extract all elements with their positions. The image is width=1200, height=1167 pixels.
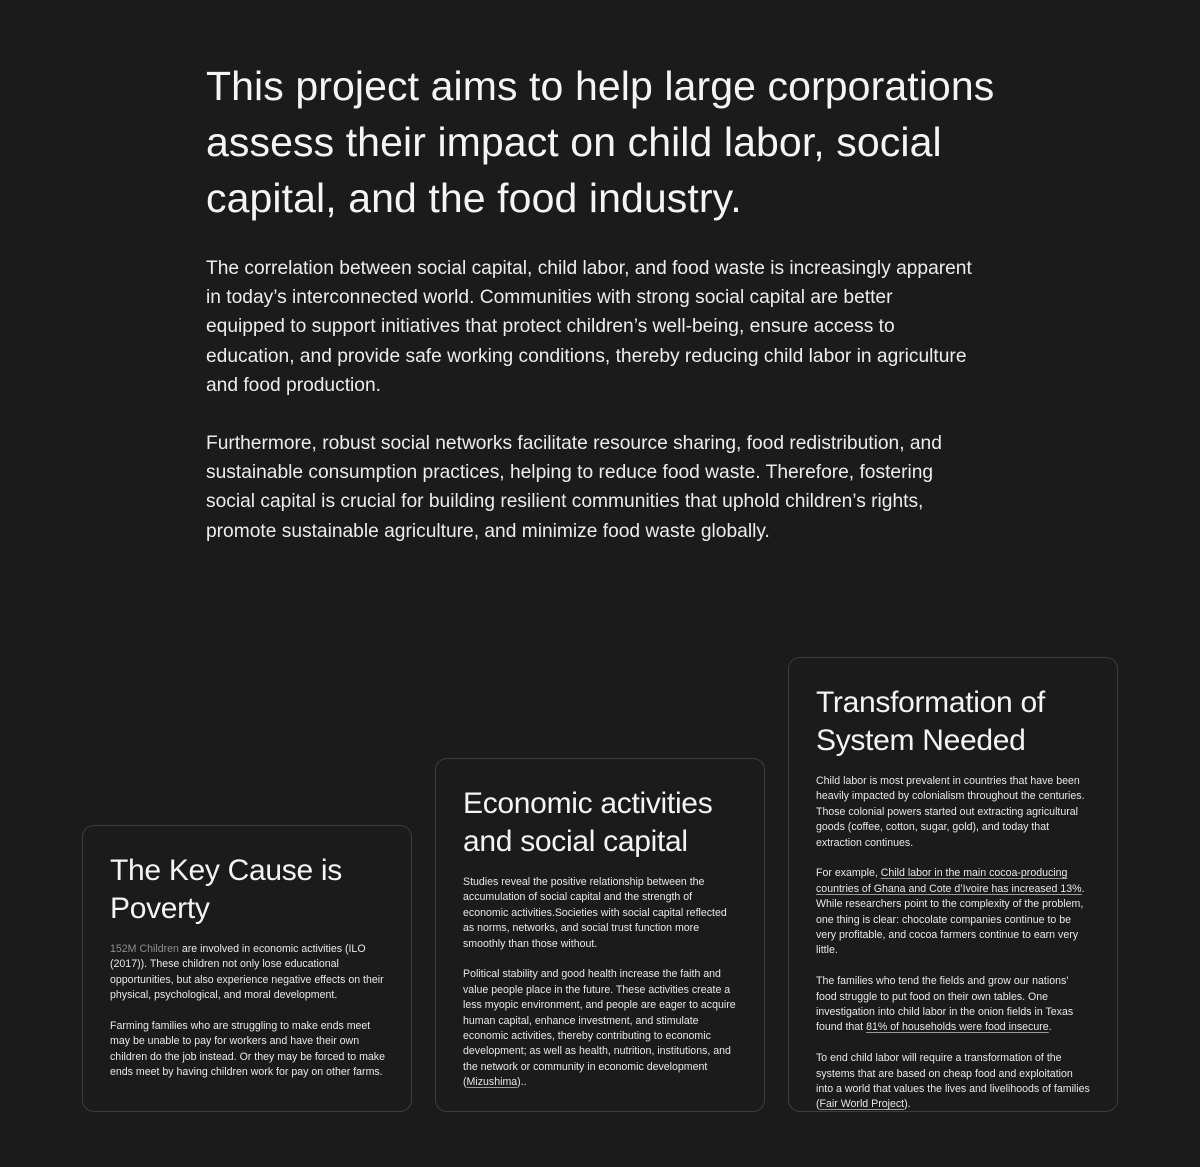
card-economic-paragraph-2-text: Political stability and good health increase the faith and value people place in the future. These activities create a less myopic environment, and people are eager to acquire human capital, enhance investment, and stimulate economic activities, thereby contributing to economic development; as well as health, nutrition, institutions, and the network or community in economic development (: [463, 968, 736, 1089]
card-poverty: [82, 825, 412, 1112]
card-transformation-paragraph-4-end: ).: [904, 1098, 911, 1111]
card-transformation-paragraph-3-start: The families who tend the fields and grow our nations’ food struggle to put food on their own tables. One investigation into child labor in the onion fields in Texas found that: [816, 975, 1074, 1034]
card-poverty-paragraph-1: [110, 942, 385, 1004]
food-insecure-link[interactable]: 81% of households were food insecure: [866, 1021, 1049, 1034]
card-transformation-paragraph-4-start: To end child labor will require a transformation of the systems that are based on cheap food and exploitation into a world that values the lives and livelihoods of families (: [816, 1052, 1090, 1111]
card-transformation-title: Transformation of System Needed: [816, 686, 1045, 757]
card-transformation-paragraph-3: [816, 974, 1091, 1036]
mizushima-link[interactable]: Mizushima: [466, 1076, 518, 1089]
cocoa-child-labor-link[interactable]: Child labor in the main cocoa-producing countries of Ghana and Cote d’Ivoire has increased 13%: [816, 867, 1082, 895]
card-transformation-paragraph-2-start: For example,: [816, 867, 881, 880]
card-economic-paragraph-2: [463, 967, 738, 1090]
card-economic-body: [463, 875, 738, 1091]
card-poverty-body: [110, 942, 385, 1081]
intro-paragraph-2: Furthermore, robust social networks facilitate resource sharing, food redistribution, and sustainable consumption practices, helping to reduce food waste. Therefore, fostering social capital is crucial for building resilient communities that uphold children’s rights, promote sustainable agriculture, and minimize food waste globally.: [206, 433, 942, 542]
card-transformation-paragraph-2-end: . While researchers point to the complexity of the problem, one thing is clear: chocolate companies continue to be very profitable, and cocoa farmers continue to earn very little.: [816, 882, 1085, 957]
intro-section: [206, 58, 1006, 546]
card-poverty-title: The Key Cause is Poverty: [110, 854, 342, 925]
card-economic-paragraph-1: Studies reveal the positive relationship between the accumulation of social capital and the strength of economic activities.Societies with social capital reflected as norms, networks, and social trust function more smoothly than those without.: [463, 876, 727, 950]
intro-paragraph-1: The correlation between social capital, child labor, and food waste is increasingly apparent in today’s interconnected world. Communities with strong social capital are better equipped to support initiatives that protect children’s well-being, ensure access to education, and provide safe working conditions, thereby reducing child labor in agriculture and food production.: [206, 258, 972, 396]
card-economic-title: Economic activities and social capital: [463, 787, 713, 858]
page-headline: This project aims to help large corporations assess their impact on child labor, social capital, and the food industry.: [206, 63, 995, 221]
card-economic-paragraph-2-end: )..: [517, 1076, 527, 1089]
card-poverty-paragraph-2: Farming families who are struggling to make ends meet may be unable to pay for workers and have their own children do the job instead. Or they may be forced to make ends meet by having children work for pay on other farms.: [110, 1020, 385, 1079]
card-transformation-paragraph-3-end: .: [1048, 1021, 1052, 1034]
card-transformation-paragraph-2: [816, 866, 1091, 958]
card-poverty-paragraph-1-text: are involved in economic activities (ILO (2017)). These children not only lose educational opportunities, but also experience negative effects on their physical, psychological, and moral development.: [110, 943, 384, 1002]
card-transformation-body: [816, 774, 1091, 1113]
card-economic: [435, 758, 765, 1112]
card-transformation-paragraph-4: [816, 1051, 1091, 1113]
stat-highlight: 152M Children: [110, 943, 179, 955]
card-transformation-paragraph-1: Child labor is most prevalent in countries that have been heavily impacted by colonialism throughout the centuries. Those colonial powers started out extracting agricultural goods (coffee, cotton, sugar, gold), and today that extraction continues.: [816, 775, 1085, 849]
fair-world-project-link[interactable]: Fair World Project: [819, 1098, 905, 1111]
card-transformation: [788, 657, 1118, 1112]
